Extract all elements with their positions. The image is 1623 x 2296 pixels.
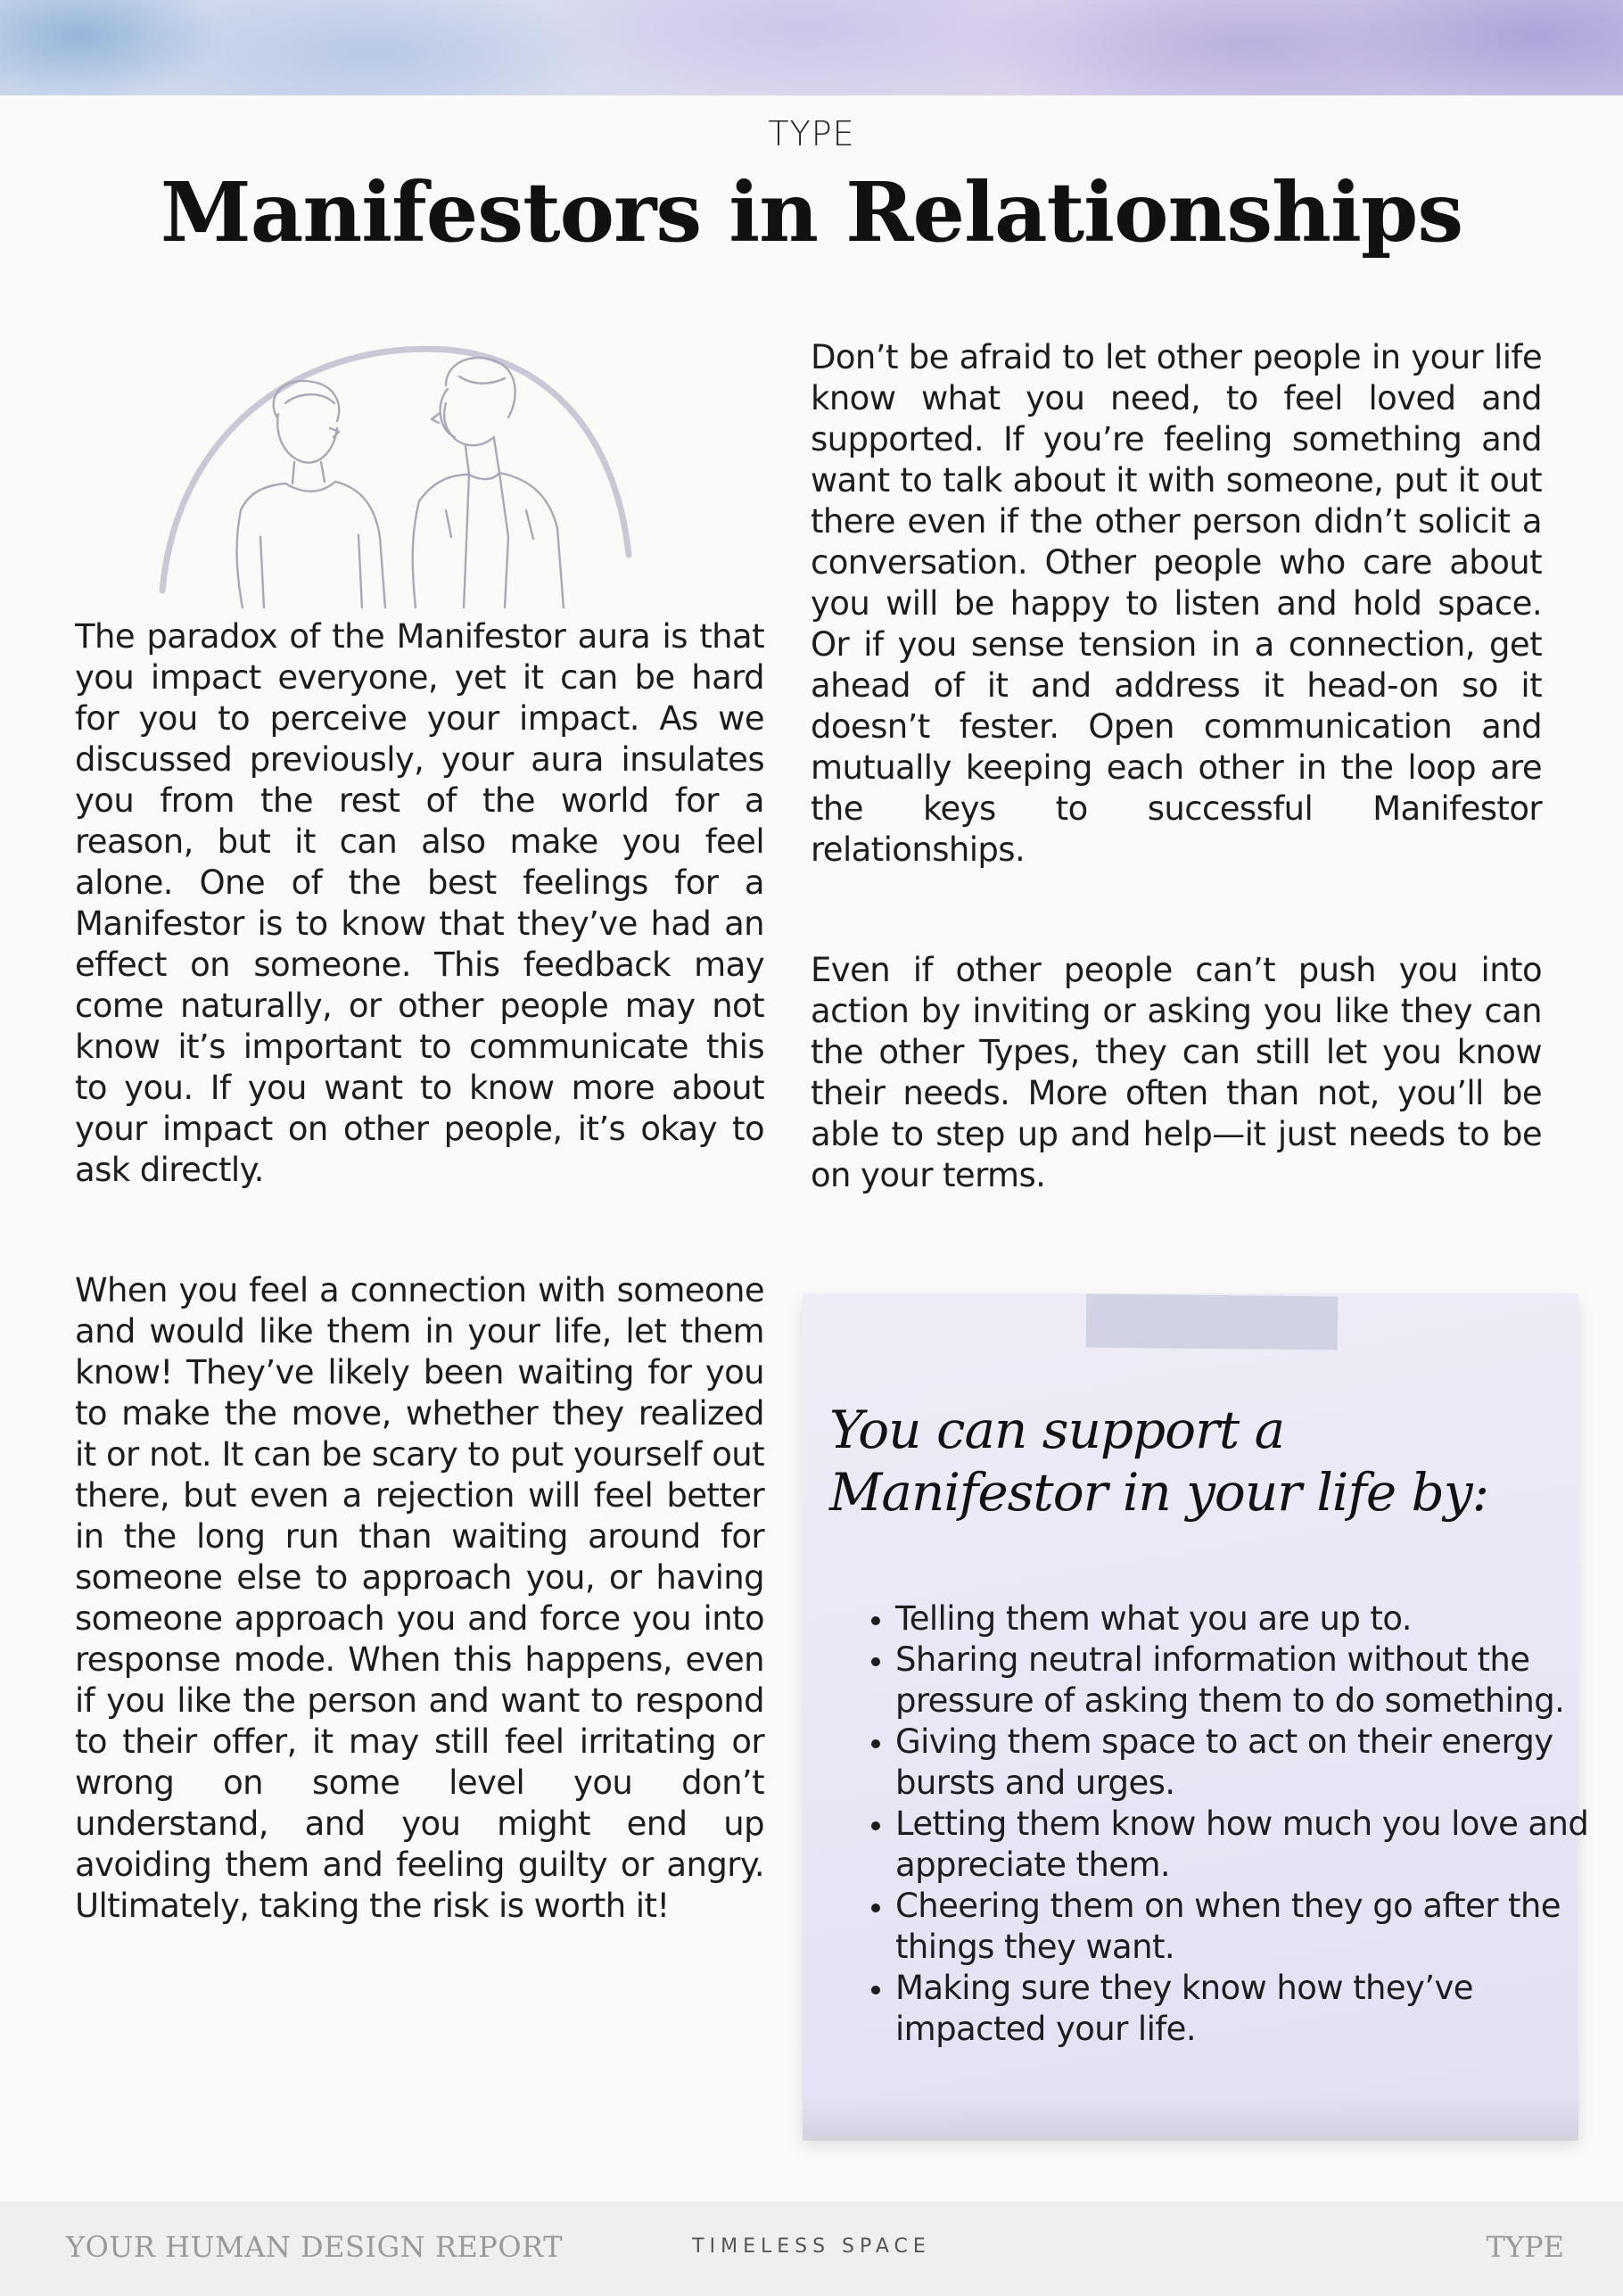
footer-report-title: YOUR HUMAN DESIGN REPORT <box>66 2230 563 2264</box>
watercolor-banner <box>0 0 1623 95</box>
left-paragraph-2: When you feel a connection with someone and would like them in your life, let them know! They’ve likely been waiting for you to make the move, whether they realized it or not. It can be scary to put yourself out there, but even a rejection will feel better in the long run than waiting around for someone else to approach you, or having someone approach you and force you into response mode. When this happens, even if you like the person and want to respond to their offer, it may still feel irritating or wrong on some level you don’t understand, and you might end up avoiding them and feeling guilty or angry. Ultimately, taking the risk is worth it! <box>75 1271 764 1925</box>
footer-brand: TIMELESS SPACE <box>692 2235 931 2258</box>
support-list <box>842 1598 1600 2050</box>
list-item: • Cheering them on when they go after the things they want. <box>895 1886 1600 1968</box>
page-title: Manifestors in Relationships <box>160 164 1463 260</box>
right-paragraph-1: Don’t be afraid to let other people in your life know what you need, to feel loved and supported. If you’re feeling something and want to talk about it with someone, put it out there even if the other person didn’t solicit a conversation. Other people who care about you will be happy to listen and hold space. Or if you sense tension in a connection, get ahead of it and address it head-on so it doesn’t fester. Open communication and mutually keeping each other in the loop are the keys to successful Manifestor relationships. <box>811 338 1542 869</box>
right-paragraph-2: Even if other people can’t push you into action by inviting or asking you like they can the other Types, they can still let you know their needs. More often than not, you’ll be able to step up and help—it just needs to be on your terms. <box>811 951 1542 1194</box>
two-people-line-drawing-icon <box>152 332 651 608</box>
note-curl-shadow <box>803 2096 1578 2141</box>
left-paragraph-1: The paradox of the Manifestor aura is that you impact everyone, yet it can be hard for you to perceive your impact. As we discussed previously, your aura insulates you from the rest of the world for a reason, but it can also make you feel alone. One of the best feelings for a Manifestor is to know that they’ve had an effect on someone. This feedback may come naturally, or other people may not know it’s important to communicate this to you. If you want to know more about your impact on other people, it’s okay to ask directly. <box>75 617 764 1189</box>
list-item: • Sharing neutral information without the pressure of asking them to do something. <box>895 1639 1600 1722</box>
list-item: • Giving them space to act on their energy bursts and urges. <box>895 1722 1600 1804</box>
tape-strip <box>1086 1294 1339 1350</box>
list-item: • Letting them know how much you love and appreciate them. <box>895 1804 1600 1886</box>
list-item: • Telling them what you are up to. <box>895 1598 1600 1639</box>
section-kicker: TYPE <box>768 114 855 153</box>
note-title: You can support a Manifestor in your life by: <box>829 1400 1489 1523</box>
footer-section: TYPE <box>1486 2230 1564 2264</box>
list-item: • Making sure they know how they’ve impacted your life. <box>895 1968 1600 2050</box>
